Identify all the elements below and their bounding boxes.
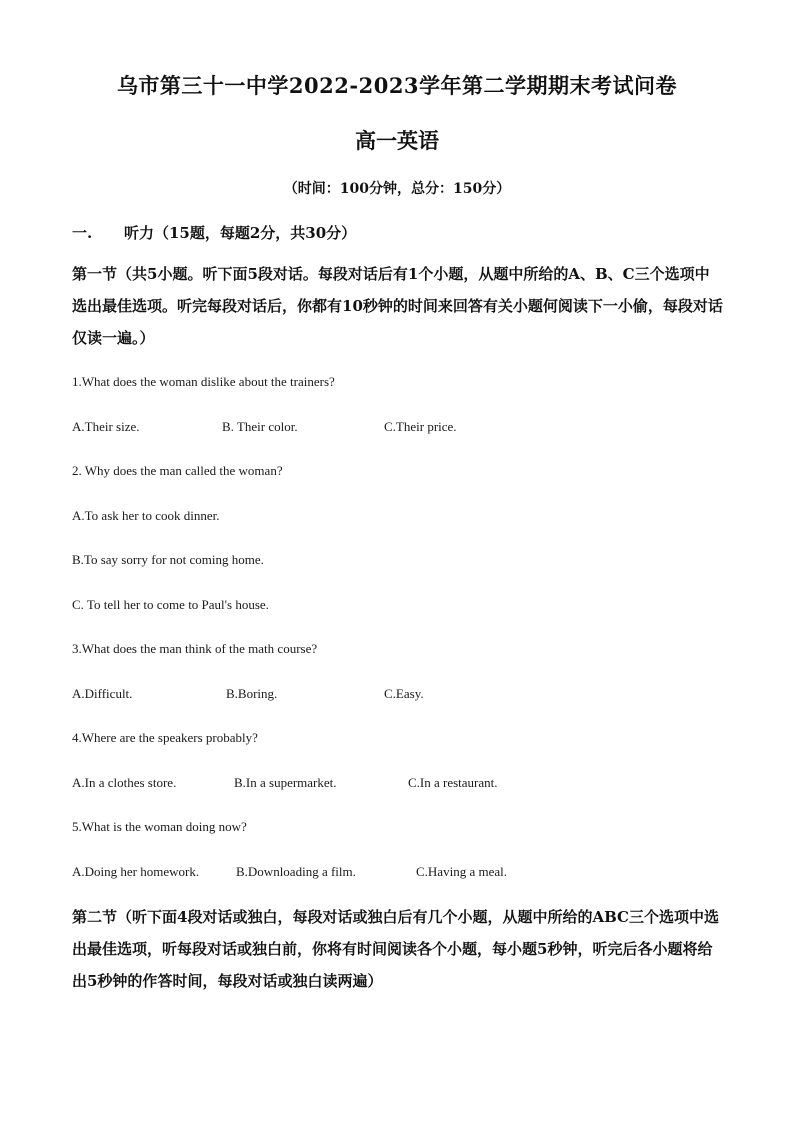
question-4-option-c: C.In a restaurant. [408,775,498,790]
question-1-option-a: A.Their size. [72,419,140,434]
question-3: 3.What does the man think of the math course? [72,641,318,656]
question-4: 4.Where are the speakers probably? [72,730,258,745]
question-2: 2. Why does the man called the woman? [72,463,283,478]
part2-instructions: 第二节（听下面4段对话或独白，每段对话或独白后有几个小题，从题中所给的ABC三个选项中选出最佳选项，听每段对话或独白前，你将有时间阅读各个小题，每小题5秒钟，听完后各小题将给出5秒钟的作答时间，每段对话或独白读两遍） [72,908,719,990]
exam-title: 乌市第三十一中学2022-2023学年第二学期期末考试问卷 [116,73,678,98]
exam-time-and-score: （时间：100分钟，总分：150分） [283,181,511,197]
question-3-option-b: B.Boring. [226,686,278,701]
question-1-option-c: C.Their price. [384,419,457,434]
question-4-option-b: B.In a supermarket. [234,775,337,790]
question-3-option-a: A.Difficult. [72,686,133,701]
question-5-option-b: B.Downloading a film. [236,864,356,879]
exam-subject: 高一英语 [355,128,439,153]
question-5: 5.What is the woman doing now? [72,819,247,834]
question-4-option-a: A.In a clothes store. [72,775,177,790]
section-heading [72,222,356,243]
question-2-option-b: B.To say sorry for not coming home. [72,552,264,567]
question-3-option-c: C.Easy. [384,686,424,701]
question-5-option-a: A.Doing her homework. [72,864,200,879]
part1-instructions: 第一节（共5小题。听下面5段对话。每段对话后有1个小题，从题中所给的A、B、C三个选项中选出最佳选项。听完每段对话后，你都有10秒钟的时间来回答有关小题何阅读下一小偷，每段对话仅读一遍。） [72,265,723,347]
question-1: 1.What does the woman dislike about the trainers? [72,374,335,389]
question-1-option-b: B. Their color. [222,419,298,434]
question-5-option-c: C.Having a meal. [416,864,507,879]
question-2-option-c: C. To tell her to come to Paul's house. [72,597,269,612]
section-title: 听力（15题，每题2分，共30分） [124,224,357,242]
question-2-option-a: A.To ask her to cook dinner. [72,508,220,523]
section-number: 一. [72,224,93,242]
